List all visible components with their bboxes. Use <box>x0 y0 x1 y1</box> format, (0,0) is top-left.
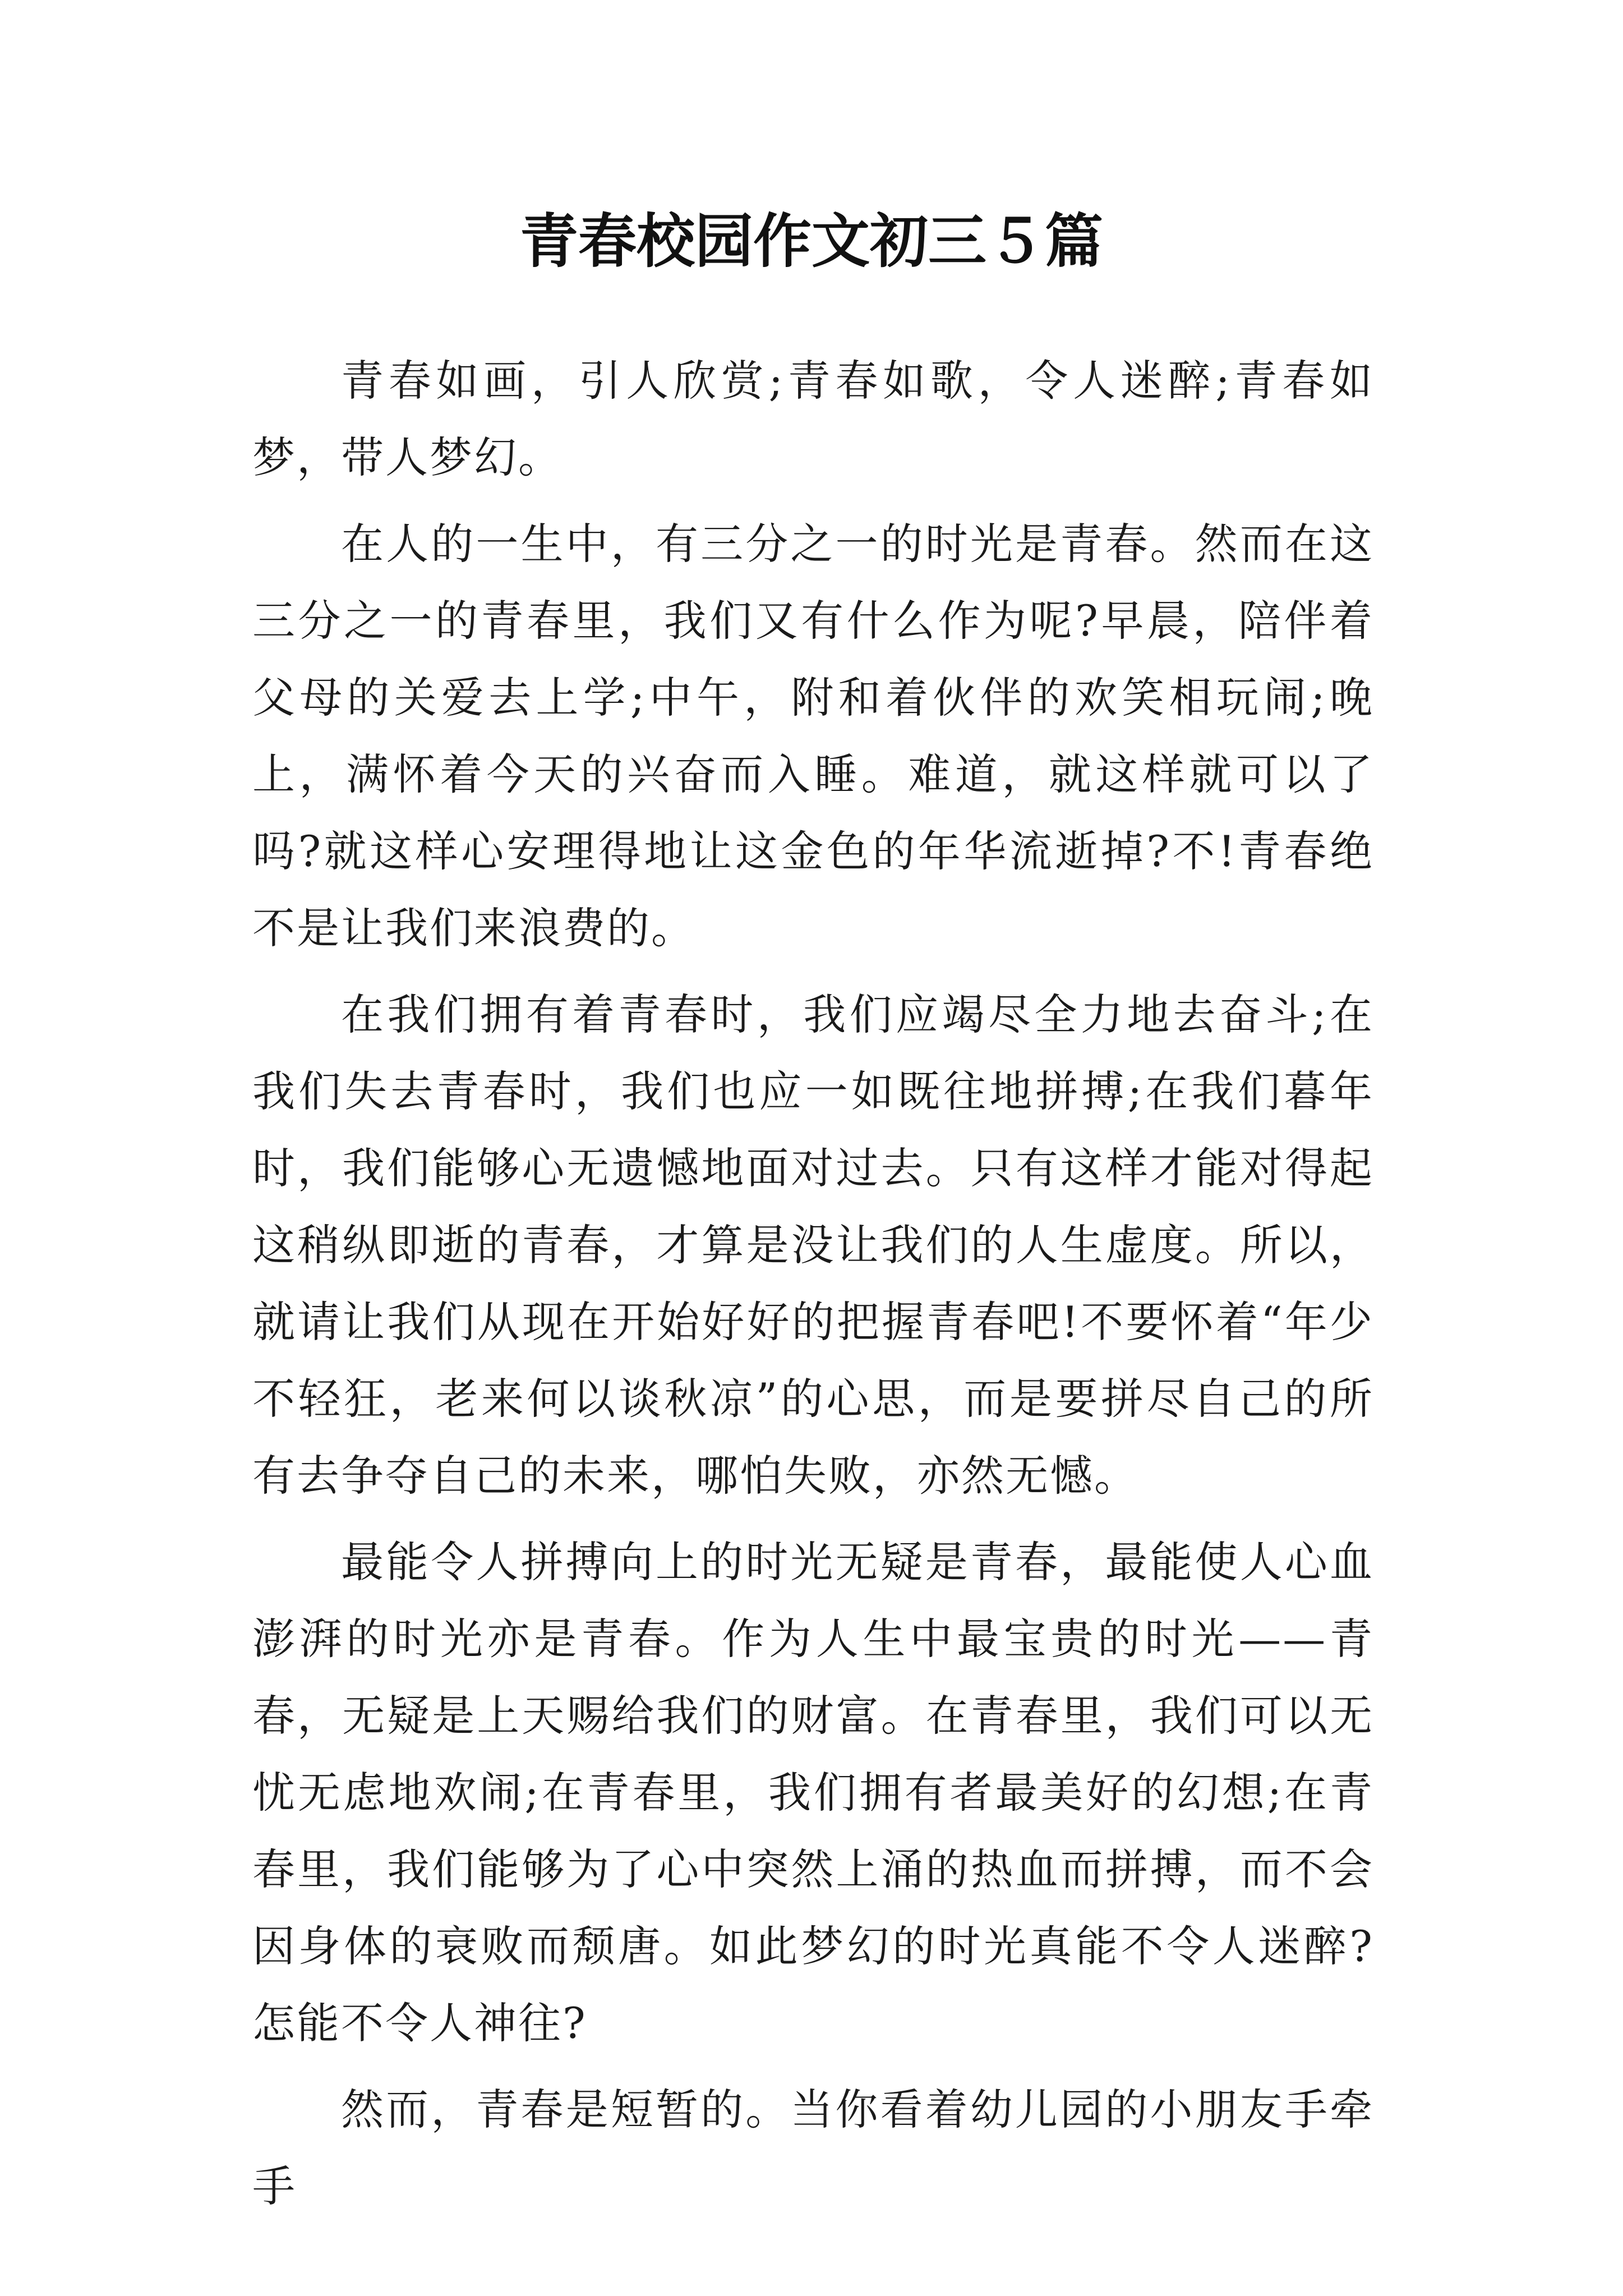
paragraph: 在我们拥有着青春时，我们应竭尽全力地去奋斗;在我们失去青春时，我们也应一如既往地拼搏;在我们暮年时，我们能够心无遗憾地面对过去。只有这样才能对得起这稍纵即逝的青春，才算是没让我们的人生虚度。所以，就请让我们从现在开始好好的把握青春吧!不要怀着“年少不轻狂，老来何以谈秋凉”的心思，而是要拼尽自己的所有去争夺自己的未来，哪怕失败，亦然无憾。 <box>252 990 1374 1501</box>
paragraph: 在人的一生中，有三分之一的时光是青春。然而在这三分之一的青春里，我们又有什么作为呢?早晨，陪伴着父母的关爱去上学;中午，附和着伙伴的欢笑相玩闹;晚上，满怀着今天的兴奋而入睡。难道，就这样就可以了吗?就这样心安理得地让这金色的年华流逝掉?不!青春绝不是让我们来浪费的。 <box>252 519 1374 953</box>
paragraph: 最能令人拼搏向上的时光无疑是青春，最能使人心血澎湃的时光亦是青春。作为人生中最宝贵的时光——青春，无疑是上天赐给我们的财富。在青春里，我们可以无忧无虑地欢闹;在青春里，我们拥有者最美好的幻想;在青春里，我们能够为了心中突然上涌的热血而拼搏，而不会因身体的衰败而颓唐。如此梦幻的时光真能不令人迷醉?怎能不令人神往? <box>252 1537 1374 2048</box>
paragraph: 然而，青春是短暂的。当你看着幼儿园的小朋友手牵手 <box>252 2085 1374 2211</box>
document-body <box>252 342 1374 2234</box>
paragraph: 青春如画，引人欣赏;青春如歌，令人迷醉;青春如梦，带人梦幻。 <box>252 356 1374 482</box>
document-title: 青春校园作文初三５篇 <box>519 206 1103 275</box>
